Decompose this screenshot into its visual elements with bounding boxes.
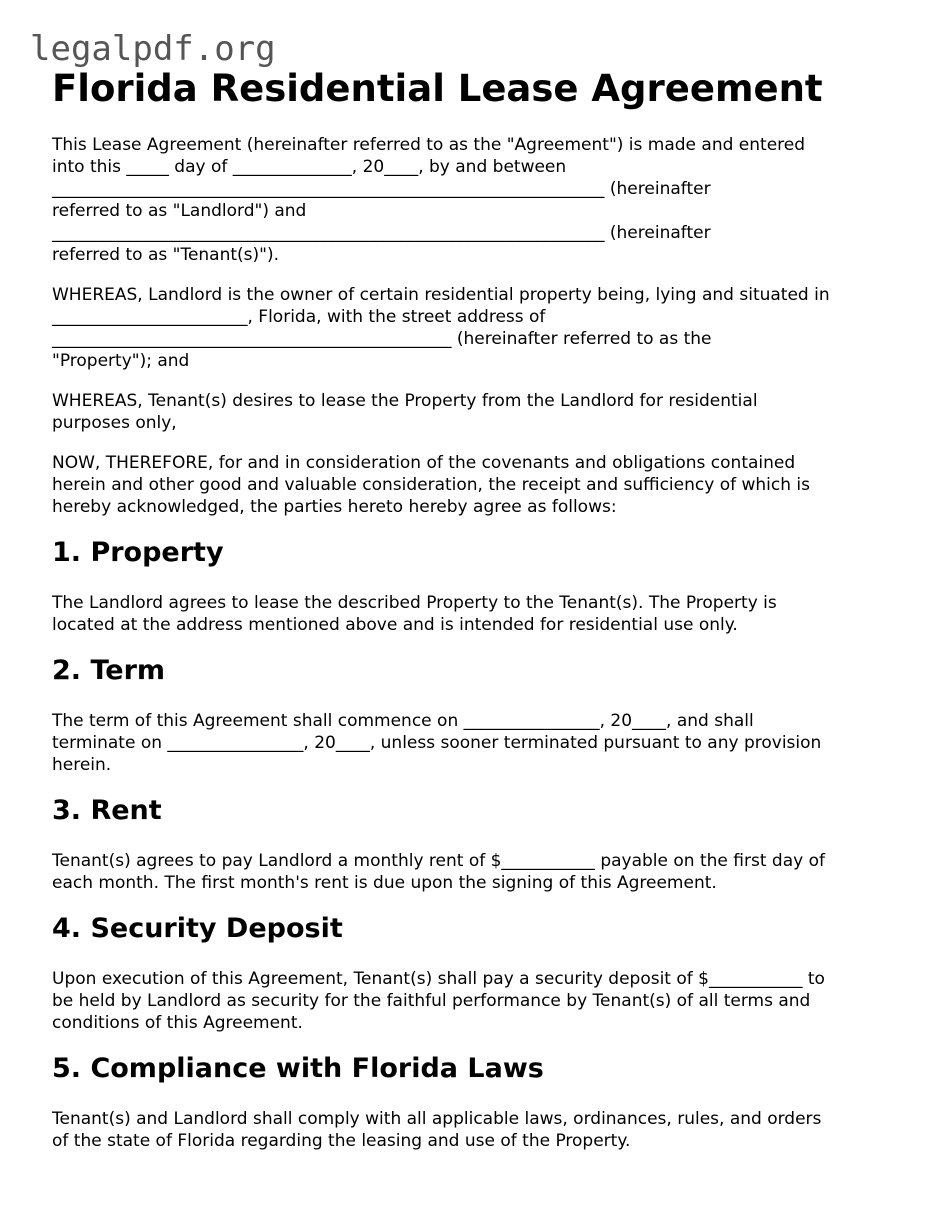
section-heading-security-deposit: 4. Security Deposit — [52, 913, 343, 944]
text-line: This Lease Agreement (hereinafter referred to as the "Agreement") is made and entered — [52, 135, 806, 155]
section-body-term — [52, 710, 897, 776]
section-body-compliance — [52, 1108, 897, 1152]
section-heading-property: 1. Property — [52, 537, 224, 568]
text-line: into this _____ day of ______________, 20____, by and between — [52, 157, 567, 177]
watermark-text: legalpdf.org — [30, 29, 276, 69]
text-line: _________________________________________________________________ (hereinafter — [52, 223, 711, 243]
text-line: purposes only, — [52, 413, 177, 433]
text-line: referred to as "Landlord") and — [52, 201, 307, 221]
text-line: be held by Landlord as security for the faithful performance by Tenant(s) of all terms and — [52, 991, 811, 1011]
text-line: terminate on ________________, 20____, unless sooner terminated pursuant to any provision — [52, 733, 822, 753]
text-line: _________________________________________________________________ (hereinafter — [52, 179, 711, 199]
text-line: WHEREAS, Tenant(s) desires to lease the Property from the Landlord for residential — [52, 391, 758, 411]
text-line: herein. — [52, 755, 112, 775]
text-line: each month. The first month's rent is due upon the signing of this Agreement. — [52, 873, 717, 893]
text-line: located at the address mentioned above and is intended for residential use only. — [52, 615, 738, 635]
text-line: NOW, THEREFORE, for and in consideration of the covenants and obligations contained — [52, 453, 796, 473]
now-therefore-paragraph — [52, 452, 897, 518]
section-heading-compliance: 5. Compliance with Florida Laws — [52, 1053, 544, 1084]
whereas-property-paragraph — [52, 284, 897, 372]
document-page — [52, 66, 897, 1170]
text-line: of the state of Florida regarding the leasing and use of the Property. — [52, 1131, 631, 1151]
intro-paragraph-parties — [52, 134, 897, 266]
text-line: Upon execution of this Agreement, Tenant(s) shall pay a security deposit of $___________ to — [52, 969, 825, 989]
text-line: _______________________________________________ (hereinafter referred to as the — [52, 329, 712, 349]
section-heading-term: 2. Term — [52, 655, 166, 686]
section-body-property — [52, 592, 897, 636]
text-line: Tenant(s) agrees to pay Landlord a monthly rent of $___________ payable on the first day of — [52, 851, 825, 871]
text-line: WHEREAS, Landlord is the owner of certain residential property being, lying and situated in — [52, 285, 830, 305]
text-line: The Landlord agrees to lease the described Property to the Tenant(s). The Property is — [52, 593, 777, 613]
text-line: _______________________, Florida, with the street address of — [52, 307, 546, 327]
text-line: conditions of this Agreement. — [52, 1013, 303, 1033]
text-line: "Property"); and — [52, 351, 190, 371]
text-line: referred to as "Tenant(s)"). — [52, 245, 280, 265]
text-line: The term of this Agreement shall commence on ________________, 20____, and shall — [52, 711, 754, 731]
section-body-rent — [52, 850, 897, 894]
text-line: Tenant(s) and Landlord shall comply with all applicable laws, ordinances, rules, and orders — [52, 1109, 822, 1129]
section-heading-rent: 3. Rent — [52, 795, 162, 826]
section-body-security-deposit — [52, 968, 897, 1034]
document-title: Florida Residential Lease Agreement — [52, 67, 823, 110]
text-line: herein and other good and valuable consideration, the receipt and sufficiency of which is — [52, 475, 810, 495]
whereas-tenant-paragraph — [52, 390, 897, 434]
text-line: hereby acknowledged, the parties hereto hereby agree as follows: — [52, 497, 617, 517]
